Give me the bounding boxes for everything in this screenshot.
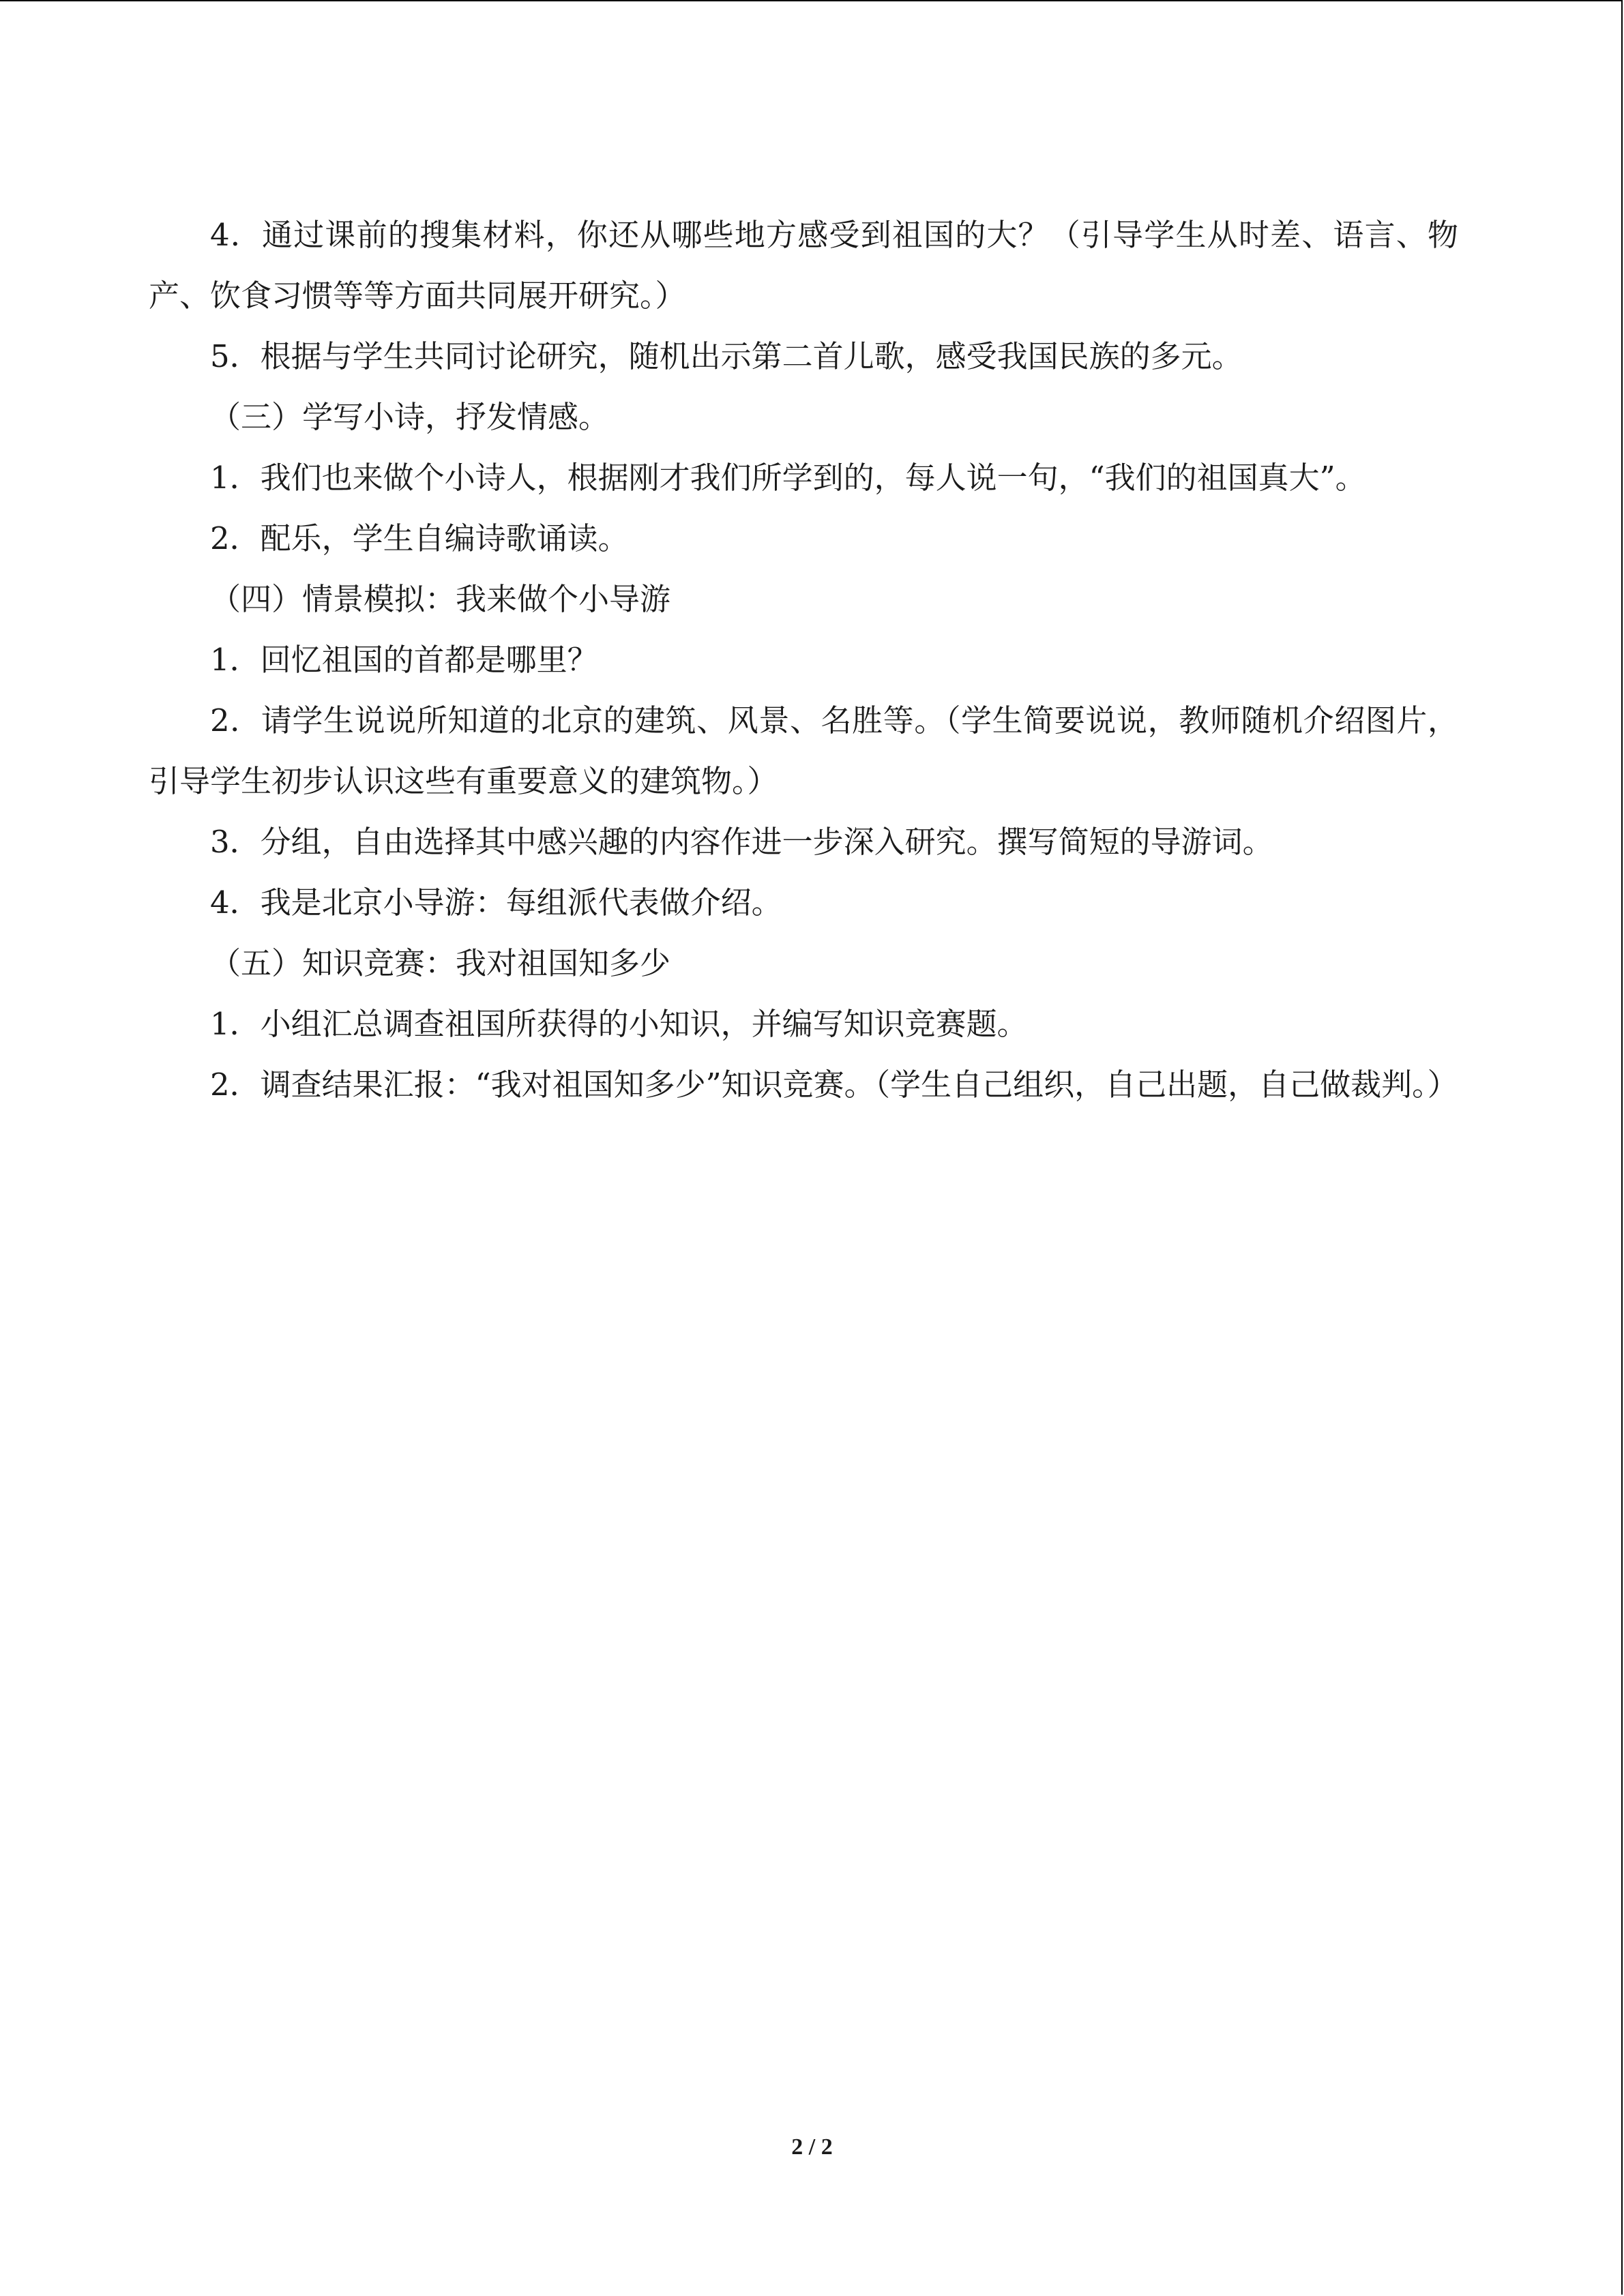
page-number: 2 / 2: [791, 2134, 833, 2160]
section-heading-4: （四）情景模拟：我来做个小导游: [210, 581, 671, 617]
paragraph-item-5-ethnic-diversity: 5．根据与学生共同讨论研究，随机出示第二首儿歌，感受我国民族的多元。: [210, 338, 1243, 374]
paragraph-capital-question: 1．回忆祖国的首都是哪里？: [210, 642, 598, 678]
paragraph-item-4-sources: 4．通过课前的搜集材料，你还从哪些地方感受到祖国的大？（引导学生从时差、语言、物产、饮食习惯等等方面共同展开研究。）: [149, 217, 1458, 314]
paragraph-quiz-report: 2．调查结果汇报：“我对祖国知多少”知识竞赛。（学生自己组织，自己出题，自己做裁判。）: [210, 1067, 1458, 1103]
section-heading-3: （三）学写小诗，抒发情感。: [210, 399, 610, 435]
paragraph-music-recital: 2．配乐，学生自编诗歌诵读。: [210, 520, 629, 556]
paragraph-group-research: 3．分组，自由选择其中感兴趣的内容作进一步深入研究。撰写简短的导游词。: [210, 824, 1273, 860]
document-body: [149, 205, 1458, 1115]
paragraph-poet-sentence: 1．我们也来做个小诗人，根据刚才我们所学到的，每人说一句，“我们的祖国真大”。: [210, 460, 1366, 496]
paragraph-little-guide: 4．我是北京小导游：每组派代表做介绍。: [210, 884, 782, 921]
paragraph-quiz-compile: 1．小组汇总调查祖国所获得的小知识，并编写知识竞赛题。: [210, 1006, 1028, 1042]
section-heading-5: （五）知识竞赛：我对祖国知多少: [210, 945, 671, 981]
paragraph-beijing-buildings: 2．请学生说说所知道的北京的建筑、风景、名胜等。（学生简要说说，教师随机介绍图片，引导学生初步认识这些有重要意义的建筑物。）: [149, 702, 1458, 799]
